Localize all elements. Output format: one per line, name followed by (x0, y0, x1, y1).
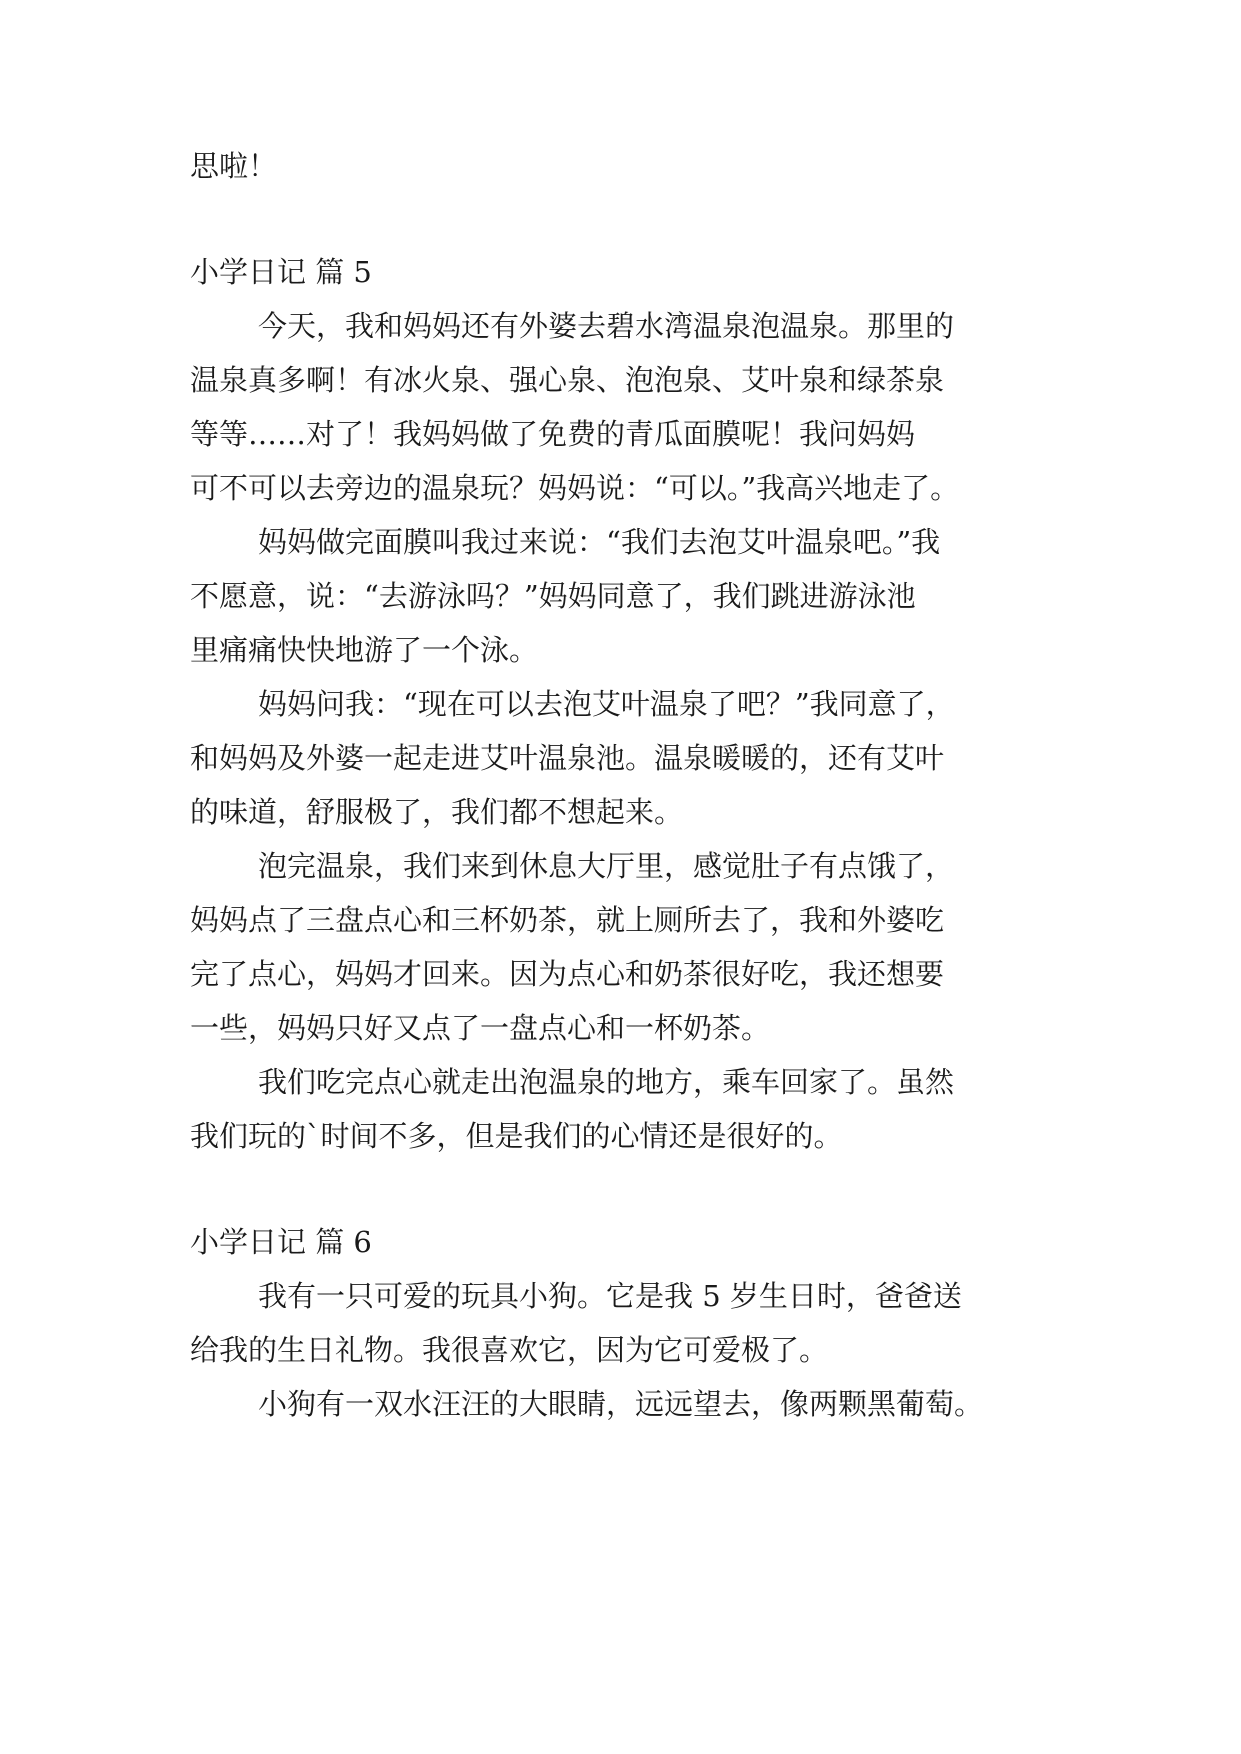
section5-line: 我们吃完点心就走出泡温泉的地方，乘车回家了。虽然 (258, 1065, 955, 1099)
section5-heading: 小学日记 篇 5 (190, 255, 372, 289)
section5-line: 完了点心，妈妈才回来。因为点心和奶茶很好吃，我还想要 (190, 957, 945, 991)
section5-line: 不愿意，说：“去游泳吗？”妈妈同意了，我们跳进游泳池 (190, 579, 916, 613)
intro-tail-text: 思啦！ (190, 149, 278, 183)
section5-line: 妈妈点了三盘点心和三杯奶茶，就上厕所去了，我和外婆吃 (190, 903, 945, 937)
section5-line: 我们玩的`时间不多，但是我们的心情还是很好的。 (190, 1119, 843, 1153)
section5-line: 和妈妈及外婆一起走进艾叶温泉池。温泉暖暖的，还有艾叶 (190, 741, 945, 775)
section6-heading: 小学日记 篇 6 (190, 1225, 372, 1259)
section5-line: 今天，我和妈妈还有外婆去碧水湾温泉泡温泉。那里的 (258, 309, 955, 343)
section5-line: 妈妈做完面膜叫我过来说：“我们去泡艾叶温泉吧。”我 (258, 525, 941, 559)
section5-line: 可不可以去旁边的温泉玩？妈妈说：“可以。”我高兴地走了。 (190, 471, 960, 505)
section5-line: 等等……对了！我妈妈做了免费的青瓜面膜呢！我问妈妈 (190, 417, 916, 451)
section6-line: 小狗有一双水汪汪的大眼睛，远远望去，像两颗黑葡萄。 (258, 1387, 984, 1421)
section6-line: 我有一只可爱的玩具小狗。它是我 5 岁生日时，爸爸送 (258, 1279, 962, 1313)
section5-line: 温泉真多啊！有冰火泉、强心泉、泡泡泉、艾叶泉和绿茶泉 (190, 363, 945, 397)
section5-line: 的味道，舒服极了，我们都不想起来。 (190, 795, 684, 829)
section5-line: 泡完温泉，我们来到休息大厅里，感觉肚子有点饿了， (258, 849, 955, 883)
section5-line: 一些，妈妈只好又点了一盘点心和一杯奶茶。 (190, 1011, 771, 1045)
section5-line: 里痛痛快快地游了一个泳。 (190, 633, 539, 667)
section6-line: 给我的生日礼物。我很喜欢它，因为它可爱极了。 (190, 1333, 829, 1367)
section5-line: 妈妈问我：“现在可以去泡艾叶温泉了吧？”我同意了， (258, 687, 955, 721)
